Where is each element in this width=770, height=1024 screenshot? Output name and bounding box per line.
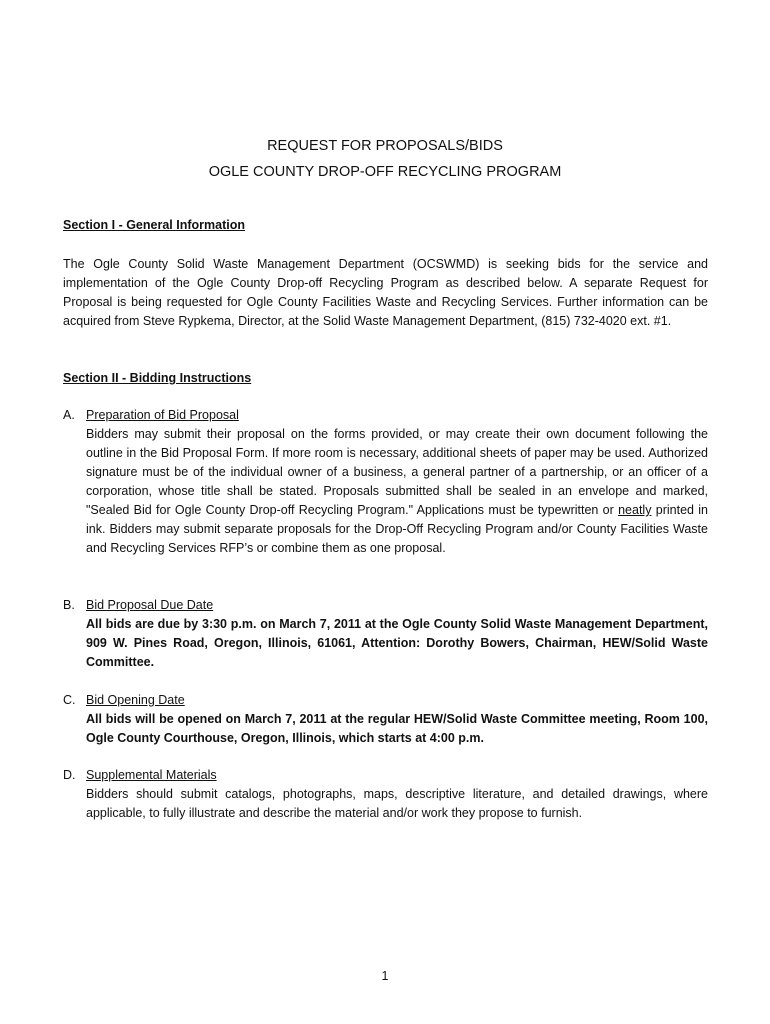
item-body	[86, 425, 708, 558]
item-body: All bids will be opened on March 7, 2011 at the regular HEW/Solid Waste Committee meeting, Room 100, Ogle County Courthouse, Oregon, Illinois, which starts at 4:00 p.m.	[86, 712, 708, 745]
title-line-2: OGLE COUNTY DROP-OFF RECYCLING PROGRAM	[208, 164, 562, 180]
page-number: 1	[381, 969, 389, 983]
item-letter: A.	[63, 408, 75, 422]
item-letter: D.	[63, 768, 76, 782]
section-2-heading: Section II - Bidding Instructions	[63, 371, 252, 385]
document-title	[0, 133, 770, 185]
item-heading: Preparation of Bid Proposal	[86, 408, 239, 422]
item-heading: Bid Opening Date	[86, 693, 185, 707]
item-body-text-end: printed in ink. Bidders may submit separate proposals for the Drop-Off Recycling Program and/or County Facilities Waste and Recycling Services RFP’s or combine them as one proposal.	[86, 503, 708, 555]
title-line-1: REQUEST FOR PROPOSALS/BIDS	[267, 138, 503, 154]
item-letter: C.	[63, 693, 76, 707]
item-body-emphasis: neatly	[618, 503, 652, 517]
section-1-heading: Section I - General Information	[63, 218, 245, 232]
item-letter: B.	[63, 598, 75, 612]
item-heading: Supplemental Materials	[86, 768, 217, 782]
item-body-text: Bidders may submit their proposal on the forms provided, or may create their own document following the outline in the Bid Proposal Form. If more room is necessary, additional sheets of paper may be used. Authorized signature must be of the individual owner of a business, a general partner of a partnership, or an officer of a corporation, whose title shall be stated. Proposals submitted shall be sealed in an envelope and marked, "Sealed Bid for Ogle County Drop-off Recycling Program." Applications must be typewritten or	[86, 427, 708, 517]
item-body: All bids are due by 3:30 p.m. on March 7, 2011 at the Ogle County Solid Waste Management Department, 909 W. Pines Road, Oregon, Illinois, 61061, Attention: Dorothy Bowers, Chairman, HEW/Solid Waste Committee.	[86, 617, 708, 669]
item-body: Bidders should submit catalogs, photographs, maps, descriptive literature, and detailed drawings, where applicable, to fully illustrate and describe the material and/or work they propose to furnish.	[86, 787, 708, 820]
item-heading: Bid Proposal Due Date	[86, 598, 214, 612]
section-1-body: The Ogle County Solid Waste Management Department (OCSWMD) is seeking bids for the service and implementation of the Ogle County Drop-off Recycling Program as described below. A separate Request for Proposal is being requested for Ogle County Facilities Waste and Recycling Services. Further information can be acquired from Steve Rypkema, Director, at the Solid Waste Management Department, (815) 732-4020 ext. #1.	[63, 257, 708, 328]
